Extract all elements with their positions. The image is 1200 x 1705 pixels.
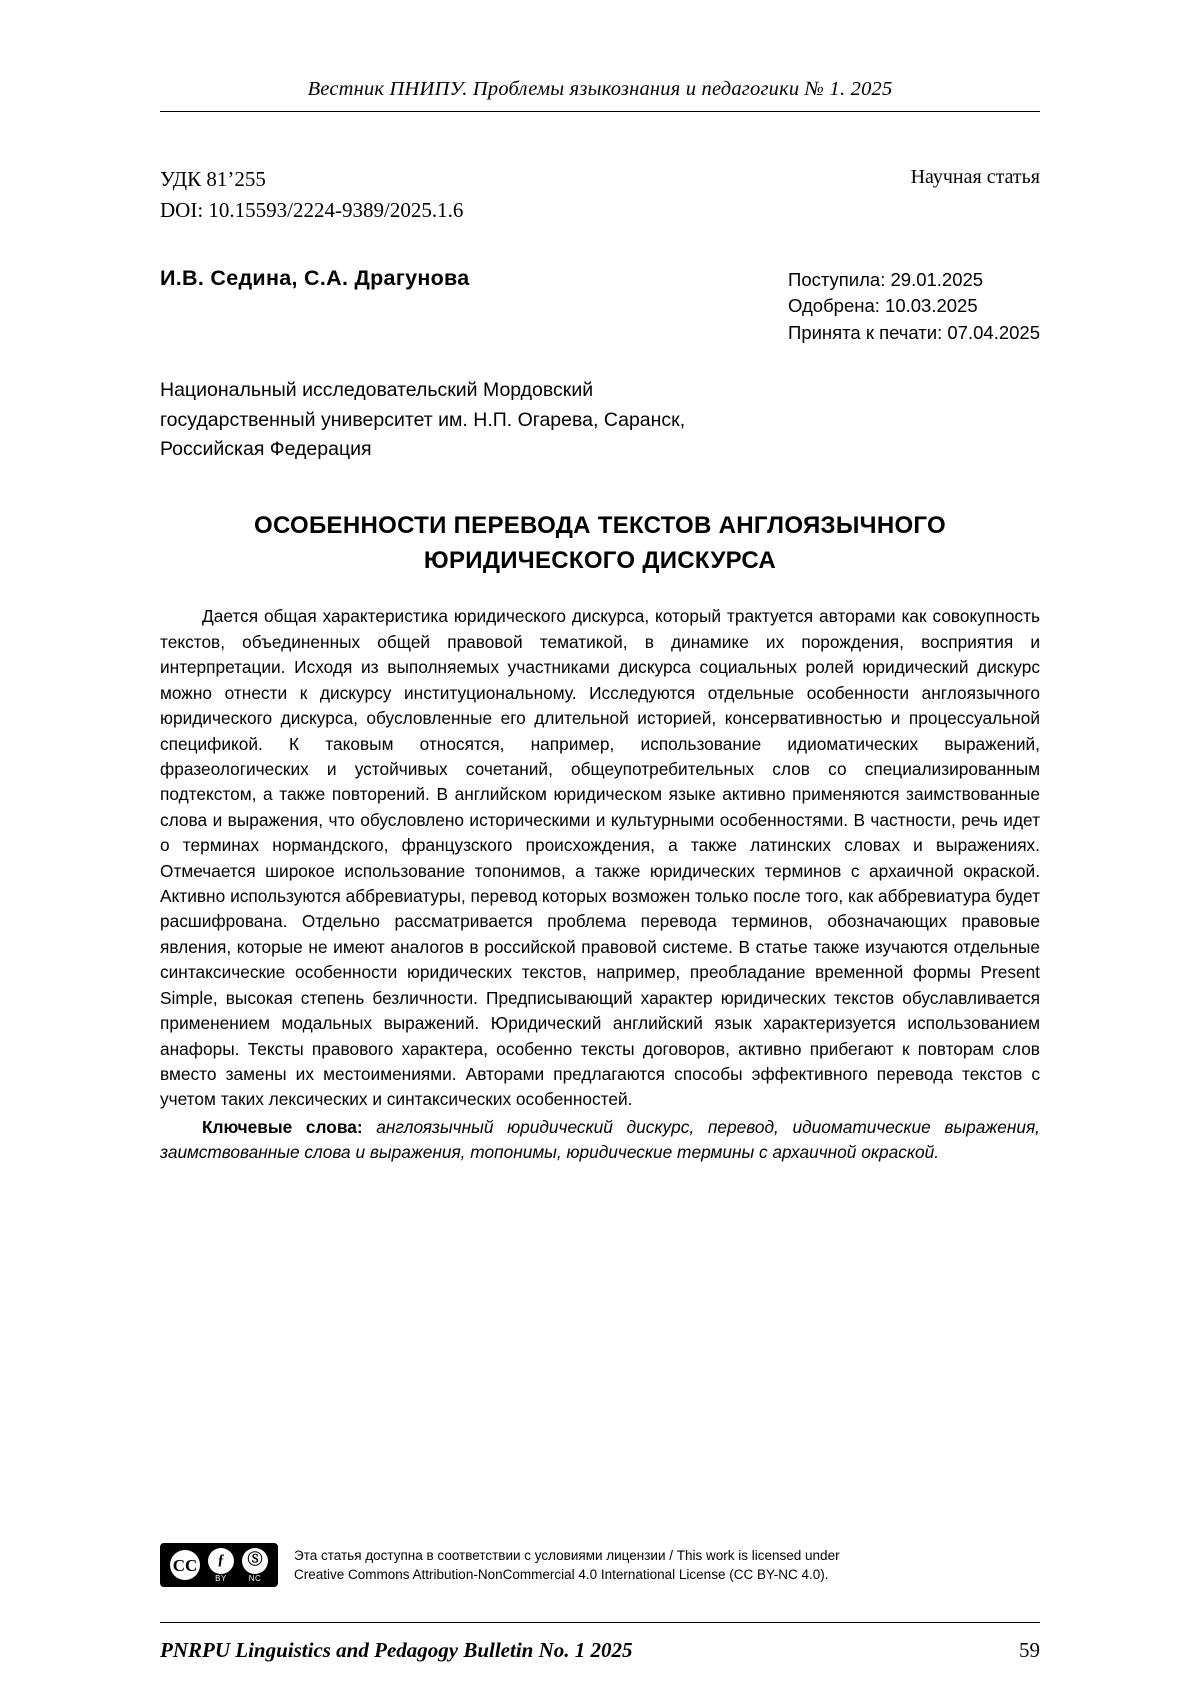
- page-footer: [160, 1638, 1040, 1663]
- date-approved: Одобрена: 10.03.2025: [788, 295, 978, 317]
- keywords-list: англоязычный юридический дискурс, перевод, идиоматические выражения, заимствованные слова и выражения, топонимы, юридические термины с архаичной окраской.: [160, 1116, 1040, 1163]
- submission-dates: [788, 266, 1040, 346]
- authors: И.В. Седина, С.А. Драгунова: [160, 266, 470, 291]
- page-number: 59: [1019, 1638, 1040, 1662]
- no-money-icon: Ⓢ: [242, 1548, 268, 1574]
- footer-divider: [160, 1622, 1040, 1623]
- license-line-2: Creative Commons Attribution-NonCommercial 4.0 International License (CC BY-NC 4.0).: [294, 1567, 829, 1582]
- license-line-1: Эта статья доступна в соответствии с условиями лицензии / This work is licensed under: [294, 1547, 840, 1563]
- page-title: ОСОБЕННОСТИ ПЕРЕВОДА ТЕКСТОВ АНГЛОЯЗЫЧНОГО ЮРИДИЧЕСКОГО ДИСКУРСА: [254, 511, 946, 574]
- creative-commons-icon: [160, 1543, 278, 1587]
- cc-nc-label: NC: [248, 1573, 262, 1583]
- license-block: [160, 1543, 1040, 1587]
- date-accepted: Принята к печати: 07.04.2025: [788, 321, 1040, 343]
- abstract: Дается общая характеристика юридического дискурса, который трактуется авторами как совокупность текстов, объединенных общей правовой тематикой, в динамике их порождения, восприятия и интерпретации. Исходя из выполняемых участниками дискурса социальных ролей юридический дискурс можно отнести к дискурсу институциональному. Исследуются отдельные особенности англоязычного юридического дискурса, обусловленные его длительной историей, консервативностью и процессуальной спецификой. К таковым относятся, например, использование идиоматических выражений, фразеологических и устойчивых сочетаний, общеупотребительных слов со специализированным подтекстом, а также повторений. В английском юридическом языке активно применяются заимствованные слова и выражения, что обусловлено историческими и культурными особенностями. В частности, речь идет о терминах нормандского, французского происхождения, а также латинских словах и выражениях. Отмечается широкое использование топонимов, а также юридических терминов с архаичной окраской. Активно используются аббревиатуры, перевод которых возможен только после того, как аббревиатура будет расшифрована. Отдельно рассматривается проблема перевода терминов, обозначающих правовые явления, которые не имеют аналогов в российской правовой системе. В статье также изучаются отдельные синтаксические особенности юридических текстов, например, преобладание временной формы Present Simple, высокая степень безличности. Предписывающий характер юридических текстов обуславливается применением модальных выражений. Юридический английский язык характеризуется использованием анафоры. Тексты правового характера, особенно тексты договоров, активно прибегают к повторам слов вместо замены их местоимениями. Авторами предлагаются способы эффективного перевода текстов с учетом таких лексических и синтаксических особенностей.: [160, 606, 1040, 1110]
- date-received: Поступила: 29.01.2025: [788, 269, 984, 291]
- affiliation: Национальный исследовательский Мордовский государственный университет им. Н.П. Огарева, Саранск, Российская Федерация: [160, 378, 686, 461]
- doi: DOI: 10.15593/2224-9389/2025.1.6: [160, 198, 464, 223]
- page-content: [160, 0, 1040, 1705]
- person-icon: ƒ: [208, 1548, 234, 1574]
- identifiers: [160, 164, 463, 226]
- keywords-label: Ключевые слова:: [202, 1116, 363, 1137]
- footer-journal-title: PNRPU Linguistics and Pedagogy Bulletin No. 1 2025: [160, 1638, 633, 1662]
- running-head: Вестник ПНИПУ. Проблемы языкознания и педагогики № 1. 2025: [307, 78, 893, 100]
- cc-logo-circle: CC: [170, 1550, 200, 1580]
- running-head-divider: [160, 111, 1040, 112]
- keywords-block: [160, 1115, 1040, 1166]
- license-text: [294, 1546, 840, 1584]
- authors-row: [160, 266, 1040, 346]
- meta-block: [160, 164, 1040, 226]
- article-type: Научная статья: [910, 166, 1040, 188]
- cc-by-mark: [208, 1548, 234, 1583]
- cc-by-label: BY: [215, 1573, 227, 1583]
- udk: УДК 81’255: [160, 167, 266, 191]
- cc-nc-mark: [242, 1548, 268, 1583]
